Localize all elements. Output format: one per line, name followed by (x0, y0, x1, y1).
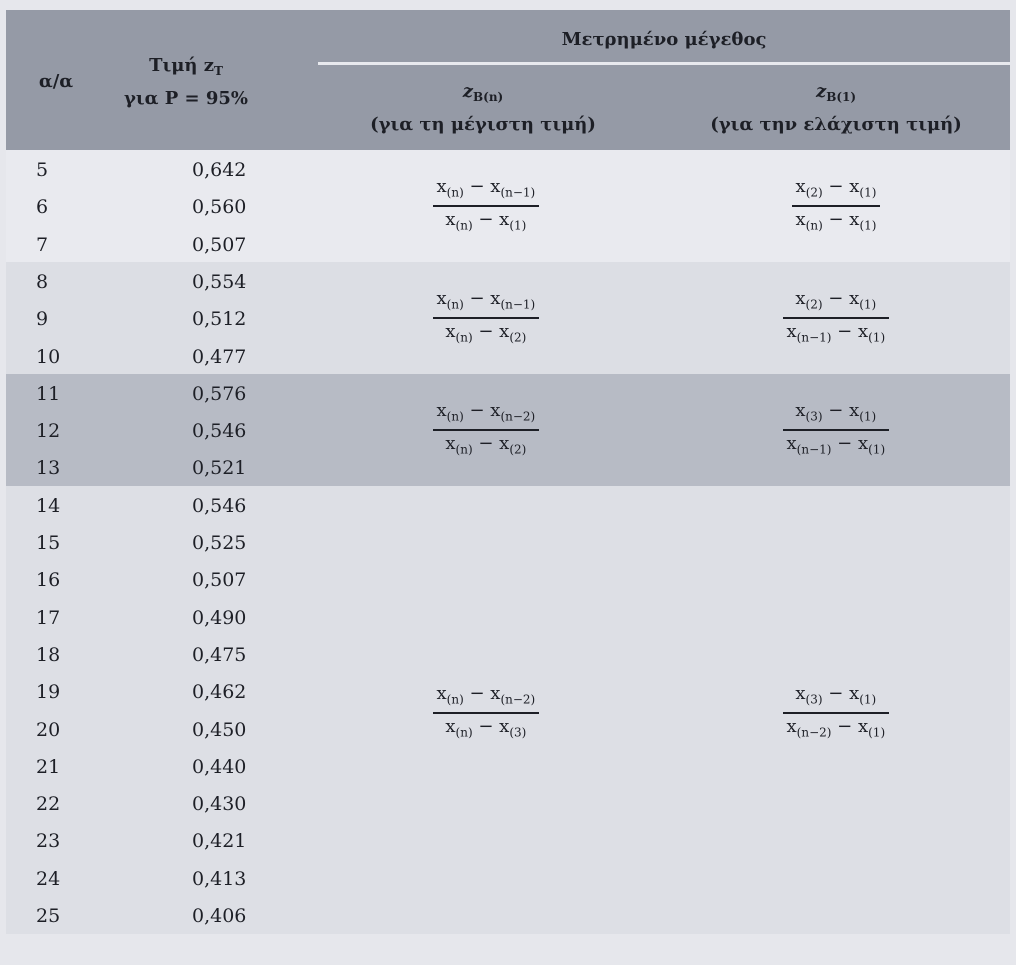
formula-subscript: (3) (509, 725, 527, 740)
formula-variable: x (445, 208, 456, 230)
header-measured: Μετρημένο μέγεθος (561, 29, 767, 50)
formula-subscript: (3) (805, 692, 823, 707)
formula-numerator (433, 398, 540, 430)
formula-denominator (441, 431, 530, 463)
row-zt-value: 0,521 (192, 457, 247, 480)
minus-sign: − (463, 399, 491, 421)
formula-term (857, 432, 886, 457)
formula-term (786, 715, 832, 740)
table-row (6, 525, 326, 562)
row-index: 12 (36, 420, 61, 443)
formula-subscript: (1) (868, 330, 886, 345)
header-zt-condition: για P = 95% (123, 88, 248, 109)
formula-subscript: (n−2) (500, 409, 536, 424)
row-index: 24 (36, 867, 61, 890)
formula-variable: x (786, 320, 797, 342)
formula-term (795, 208, 823, 233)
row-zt-value: 0,490 (192, 606, 247, 629)
row-zt-value: 0,507 (192, 233, 247, 256)
formula-term (490, 175, 536, 200)
formula-numerator (433, 681, 540, 713)
formula-subscript: (n) (455, 442, 473, 457)
row-zt-value: 0,406 (192, 905, 247, 927)
minus-sign: − (463, 175, 491, 197)
formula-term (490, 682, 536, 707)
row-index: 20 (36, 718, 61, 741)
formula-subscript: (n−2) (796, 725, 832, 740)
table-row (6, 637, 326, 674)
table-row (6, 674, 326, 711)
formula-subscript: (n) (455, 218, 473, 233)
formula-variable: x (849, 175, 860, 197)
formula-variable: x (490, 399, 501, 421)
minus-sign: − (822, 175, 850, 197)
formula-max (433, 286, 540, 351)
formula-variable: x (857, 715, 869, 737)
row-zt-value: 0,440 (192, 755, 247, 778)
formula-variable: x (445, 432, 456, 454)
minus-sign: − (472, 715, 500, 737)
row-zt-value: 0,421 (192, 830, 247, 853)
formula-subscript: (n) (805, 218, 823, 233)
formula-term (849, 287, 877, 312)
minus-sign: − (472, 320, 500, 342)
formula-min (792, 174, 881, 239)
table-row (6, 712, 326, 749)
formula-variable: x (436, 287, 447, 309)
formula-variable: x (857, 320, 869, 342)
formula-variable: x (445, 320, 456, 342)
minus-sign: − (472, 432, 500, 454)
row-index: 19 (36, 681, 61, 704)
row-zt-value: 0,475 (192, 643, 247, 666)
row-zt-value: 0,512 (192, 308, 247, 331)
minus-sign: − (822, 287, 850, 309)
formula-variable: x (849, 287, 860, 309)
formula-numerator (792, 174, 881, 206)
formula-term (499, 715, 527, 740)
formula-numerator (433, 286, 540, 318)
formula-numerator (791, 398, 880, 430)
formula-variable: x (795, 287, 806, 309)
table-row (6, 413, 326, 450)
formula-subscript: (2) (509, 330, 527, 345)
formula-term (499, 432, 527, 457)
header-zt-sub: T (213, 64, 223, 78)
formula-term (795, 682, 823, 707)
formula-denominator (783, 319, 890, 351)
table-row (6, 749, 326, 786)
formula-variable: x (795, 208, 806, 230)
formula-variable: x (786, 715, 797, 737)
row-index: 6 (36, 196, 49, 219)
row-index: 18 (36, 643, 61, 666)
row-zt-value: 0,525 (192, 532, 247, 554)
header-zt (106, 52, 266, 113)
row-index: 21 (36, 755, 61, 778)
formula-subscript: (1) (859, 297, 877, 312)
row-zt-value: 0,546 (192, 420, 247, 443)
row-zt-value: 0,642 (192, 159, 247, 181)
formula-subscript: (n) (446, 297, 464, 312)
formula-subscript: (n−2) (500, 692, 536, 707)
formula-subscript: (1) (868, 725, 886, 740)
formula-term (445, 208, 473, 233)
table-row (6, 562, 326, 599)
formula-term (849, 208, 877, 233)
row-zt-value: 0,477 (192, 345, 247, 368)
formula-variable: x (795, 399, 806, 421)
table-row (6, 488, 326, 525)
row-index: 8 (36, 270, 49, 293)
minus-sign: − (831, 432, 858, 454)
formula-term (490, 287, 536, 312)
formula-term (795, 399, 823, 424)
formula-subscript: (2) (805, 297, 823, 312)
formula-subscript: (n) (446, 185, 464, 200)
formula-denominator (441, 714, 530, 746)
table-row (6, 823, 326, 860)
formula-variable: x (436, 399, 447, 421)
minus-sign: − (472, 208, 500, 230)
formula-variable: x (849, 682, 860, 704)
formula-subscript: (3) (805, 409, 823, 424)
row-zt-value: 0,546 (192, 494, 247, 517)
row-index: 11 (36, 382, 61, 405)
row-index: 13 (36, 457, 61, 480)
formula-subscript: (n) (455, 330, 473, 345)
formula-subscript: (1) (868, 442, 886, 457)
row-index: 22 (36, 793, 61, 816)
formula-subscript: (n−1) (500, 185, 536, 200)
formula-variable: x (499, 715, 510, 737)
row-index: 10 (36, 345, 61, 368)
formula-term (436, 399, 464, 424)
row-index: 9 (36, 308, 49, 331)
formula-subscript: (1) (859, 218, 877, 233)
formula-variable: x (499, 208, 510, 230)
formula-subscript: (1) (859, 409, 877, 424)
row-index: 16 (36, 569, 61, 592)
header-min-sub: B(1) (826, 90, 857, 104)
minus-sign: − (822, 399, 850, 421)
table-row (6, 898, 326, 935)
formula-subscript: (1) (509, 218, 527, 233)
formula-term (445, 320, 473, 345)
formula-denominator (792, 207, 881, 239)
header-min-symbol: z (815, 81, 827, 102)
formula-subscript: (n−1) (796, 442, 832, 457)
header-divider (318, 62, 1010, 65)
header-min-desc: (για την ελάχιστη τιμή) (710, 114, 962, 135)
formula-variable: x (795, 682, 806, 704)
row-index: 7 (36, 233, 49, 256)
minus-sign: − (822, 208, 850, 230)
formula-term (795, 175, 823, 200)
formula-max (433, 681, 540, 746)
formula-term (795, 287, 823, 312)
formula-numerator (433, 174, 540, 206)
row-index: 17 (36, 606, 61, 629)
row-zt-value: 0,560 (192, 196, 247, 219)
row-index: 15 (36, 532, 61, 554)
table-row (6, 152, 326, 189)
formula-variable: x (849, 399, 860, 421)
formula-subscript: (2) (509, 442, 527, 457)
formula-variable: x (490, 175, 501, 197)
formula-term (436, 287, 464, 312)
formula-term (490, 399, 536, 424)
minus-sign: − (463, 682, 491, 704)
minus-sign: − (463, 287, 491, 309)
formula-denominator (441, 207, 530, 239)
formula-min (783, 286, 890, 351)
formula-variable: x (499, 320, 510, 342)
formula-variable: x (445, 715, 456, 737)
formula-subscript: (n−1) (500, 297, 536, 312)
formula-subscript: (n) (446, 409, 464, 424)
table-row (6, 450, 326, 487)
formula-subscript: (1) (859, 692, 877, 707)
header-max-symbol: z (462, 81, 473, 102)
formula-min (783, 398, 890, 463)
row-zt-value: 0,462 (192, 681, 247, 704)
row-index: 14 (36, 494, 61, 517)
formula-term (857, 715, 886, 740)
formula-max (433, 398, 540, 463)
formula-variable: x (795, 175, 806, 197)
row-zt-value: 0,576 (192, 382, 247, 405)
minus-sign: − (831, 715, 858, 737)
table-row (6, 600, 326, 637)
header-zt-label: Τιμή z (149, 55, 214, 76)
formula-variable: x (490, 287, 501, 309)
row-zt-value: 0,507 (192, 569, 247, 592)
formula-term (786, 320, 832, 345)
table-row (6, 339, 326, 376)
formula-denominator (783, 714, 890, 746)
formula-term (499, 208, 527, 233)
formula-variable: x (499, 432, 510, 454)
header-max (318, 78, 648, 139)
formula-subscript: (2) (805, 185, 823, 200)
table-row (6, 861, 326, 898)
table-header (6, 10, 1010, 150)
formula-denominator (441, 319, 530, 351)
formula-term (436, 682, 464, 707)
formula-variable: x (436, 682, 447, 704)
table-row (6, 301, 326, 338)
header-min (666, 78, 1006, 139)
minus-sign: − (831, 320, 858, 342)
formula-variable: x (490, 682, 501, 704)
formula-denominator (783, 431, 890, 463)
formula-term (849, 175, 877, 200)
formula-term (786, 432, 832, 457)
table-row (6, 376, 326, 413)
formula-subscript: (n−1) (796, 330, 832, 345)
table-row (6, 189, 326, 226)
row-index: 25 (36, 905, 61, 927)
formula-subscript: (1) (859, 185, 877, 200)
formula-term (436, 175, 464, 200)
row-index: 5 (36, 159, 49, 181)
table-row (6, 227, 326, 264)
row-zt-value: 0,554 (192, 270, 247, 293)
formula-term (849, 682, 877, 707)
formula-variable: x (436, 175, 447, 197)
header-index: α/α (38, 71, 74, 92)
formula-term (445, 715, 473, 740)
formula-numerator (791, 681, 880, 713)
formula-min (783, 681, 890, 746)
formula-term (849, 399, 877, 424)
table-row (6, 264, 326, 301)
formula-variable: x (857, 432, 869, 454)
row-zt-value: 0,450 (192, 718, 247, 741)
formula-numerator (791, 286, 880, 318)
formula-subscript: (n) (455, 725, 473, 740)
formula-term (445, 432, 473, 457)
table-row (6, 786, 326, 823)
minus-sign: − (822, 682, 850, 704)
header-max-desc: (για τη μέγιστη τιμή) (370, 114, 596, 135)
formula-subscript: (n) (446, 692, 464, 707)
row-zt-value: 0,430 (192, 793, 247, 816)
header-max-sub: B(n) (473, 90, 504, 104)
row-index: 23 (36, 830, 61, 853)
formula-max (433, 174, 540, 239)
formula-variable: x (786, 432, 797, 454)
formula-term (499, 320, 527, 345)
formula-variable: x (849, 208, 860, 230)
row-zt-value: 0,413 (192, 867, 247, 890)
formula-term (857, 320, 886, 345)
